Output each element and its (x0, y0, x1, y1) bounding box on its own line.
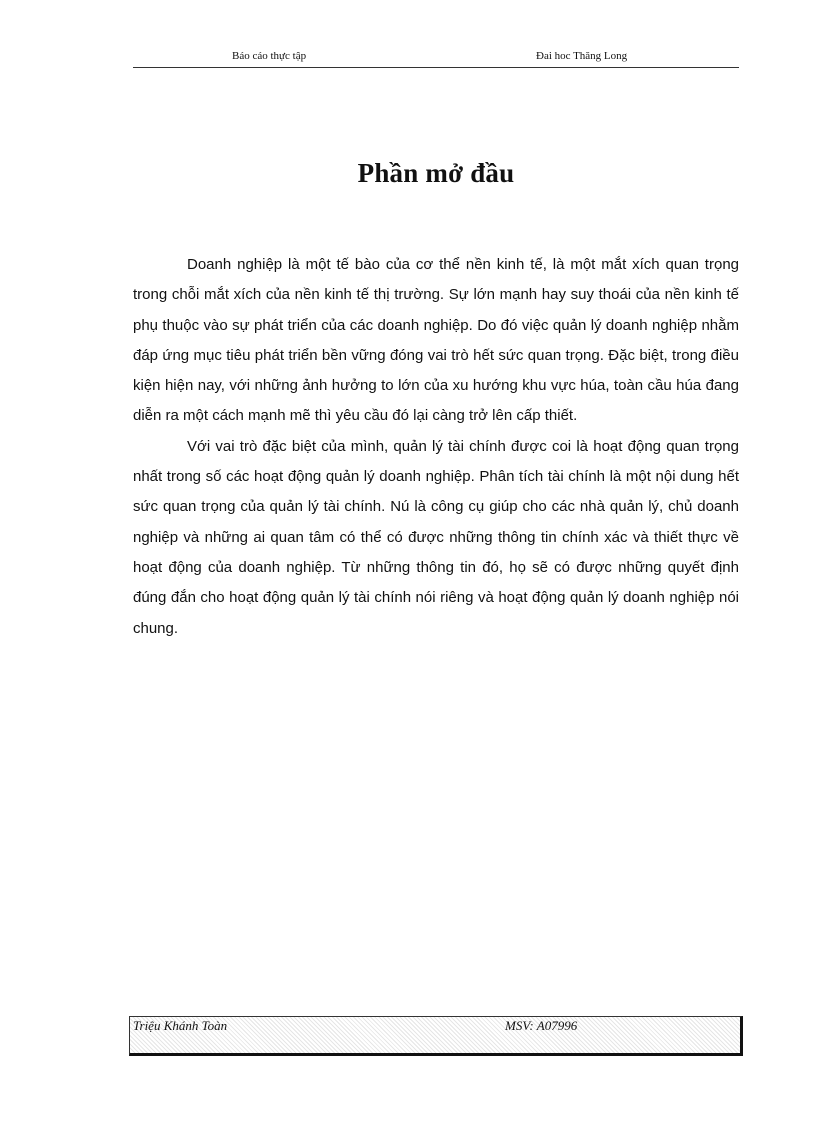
page-footer (129, 1016, 743, 1056)
footer-student-id: MSV: A07996 (505, 1018, 578, 1033)
header-university-label: Đai hoc Thăng Long (536, 50, 628, 62)
document-body (133, 250, 739, 644)
paragraph-2: Với vai trò đặc biệt của mình, quản lý tài chính được coi là hoạt động quan trọng nhất trong số các hoạt động quản lý doanh nghiệp. Phân tích tài chính là một nội dung hết sức quan trọng của quản lý tài chính. Nú là công cụ giúp cho các nhà quản lý, chủ doanh nghiệp và những ai quan tâm có thể có được những thông tin chính xác và thiết thực về hoạt động của doanh nghiệp. Từ những thông tin đó, họ sẽ có được những quyết định đúng đắn cho hoạt động quản lý tài chính nói riêng và hoạt động quản lý doanh nghiệp nói chung. (133, 437, 739, 637)
paragraph-1: Doanh nghiệp là một tế bào của cơ thể nền kinh tế, là một mắt xích quan trọng trong chỗi mắt xích của nền kinh tế thị trường. Sự lớn mạnh hay suy thoái của nền kinh tế phụ thuộc vào sự phát triển của các doanh nghiệp. Do đó việc quản lý doanh nghiệp nhằm đáp ứng mục tiêu phát triển bền vững đóng vai trò hết sức quan trọng. Đặc biệt, trong điều kiện hiện nay, với những ảnh hưởng to lớn của xu hướng khu vực húa, toàn cầu húa đang diễn ra một cách mạnh mẽ thì yêu cầu đó lại càng trở lên cấp thiết. (133, 256, 739, 425)
header-report-label: Báo cáo thực tập (232, 50, 307, 62)
footer-author-name: Triệu Khánh Toàn (133, 1018, 228, 1033)
page-header (133, 49, 739, 68)
page-title: Phần mở đầu (357, 158, 515, 188)
